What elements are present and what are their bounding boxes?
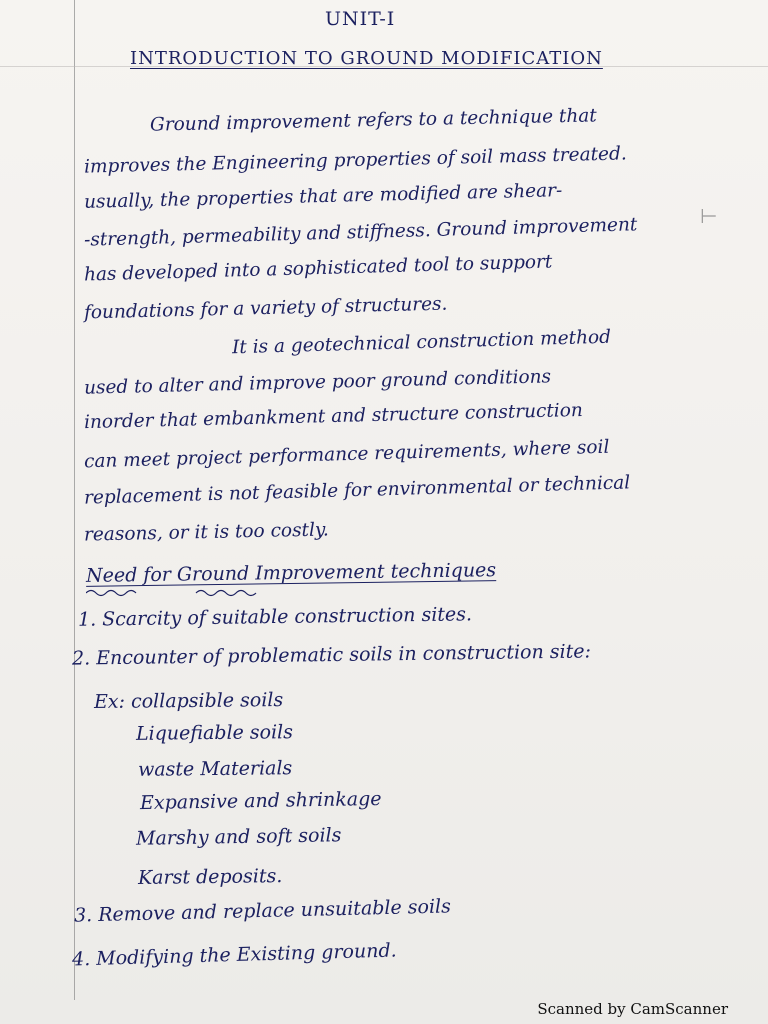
unit-label: UNIT-I <box>325 8 396 30</box>
margin-line <box>74 0 75 1000</box>
paragraph-line: reasons, or it is too costly. <box>83 519 330 546</box>
scanner-watermark: Scanned by CamScanner <box>537 1000 728 1018</box>
list-item: waste Materials <box>137 757 293 781</box>
paragraph-line: inorder that embankment and structure construction <box>83 399 584 434</box>
list-item: Expansive and shrinkage <box>139 787 382 815</box>
list-item: Liquefiable soils <box>135 721 294 745</box>
list-item: 1. Scarcity of suitable construction sites. <box>77 603 473 631</box>
paragraph-line: foundations for a variety of structures. <box>83 293 448 324</box>
paragraph-line: replacement is not feasible for environmental or technical <box>83 472 631 509</box>
page-title: INTRODUCTION TO GROUND MODIFICATION <box>130 48 603 69</box>
list-item: Karst deposits. <box>137 864 283 890</box>
margin-mark: ⊢ <box>700 204 718 228</box>
list-item: 3. Remove and replace unsuitable soils <box>73 895 452 927</box>
paragraph-line: has developed into a sophisticated tool to support <box>83 251 553 286</box>
paragraph-line: used to alter and improve poor ground conditions <box>83 366 552 399</box>
section-heading: Need for Ground Improvement techniques <box>85 559 497 587</box>
heading-squiggle-underline <box>86 588 576 598</box>
paragraph-line: -strength, permeability and stiffness. Ground improvement <box>83 214 638 251</box>
paragraph-line: improves the Engineering properties of soil mass treated. <box>83 143 627 178</box>
paragraph-line: Ground improvement refers to a technique that <box>149 105 597 136</box>
list-item: Marshy and soft soils <box>135 824 342 850</box>
paragraph-line: It is a geotechnical construction method <box>231 326 612 359</box>
paragraph-line: usually, the properties that are modified are shear- <box>83 180 563 213</box>
list-item: 2. Encounter of problematic soils in construction site: <box>71 640 592 670</box>
list-item: 4. Modifying the Existing ground. <box>71 939 397 971</box>
list-item: Ex: collapsible soils <box>93 689 284 713</box>
paragraph-line: can meet project performance requirements, where soil <box>83 436 610 473</box>
